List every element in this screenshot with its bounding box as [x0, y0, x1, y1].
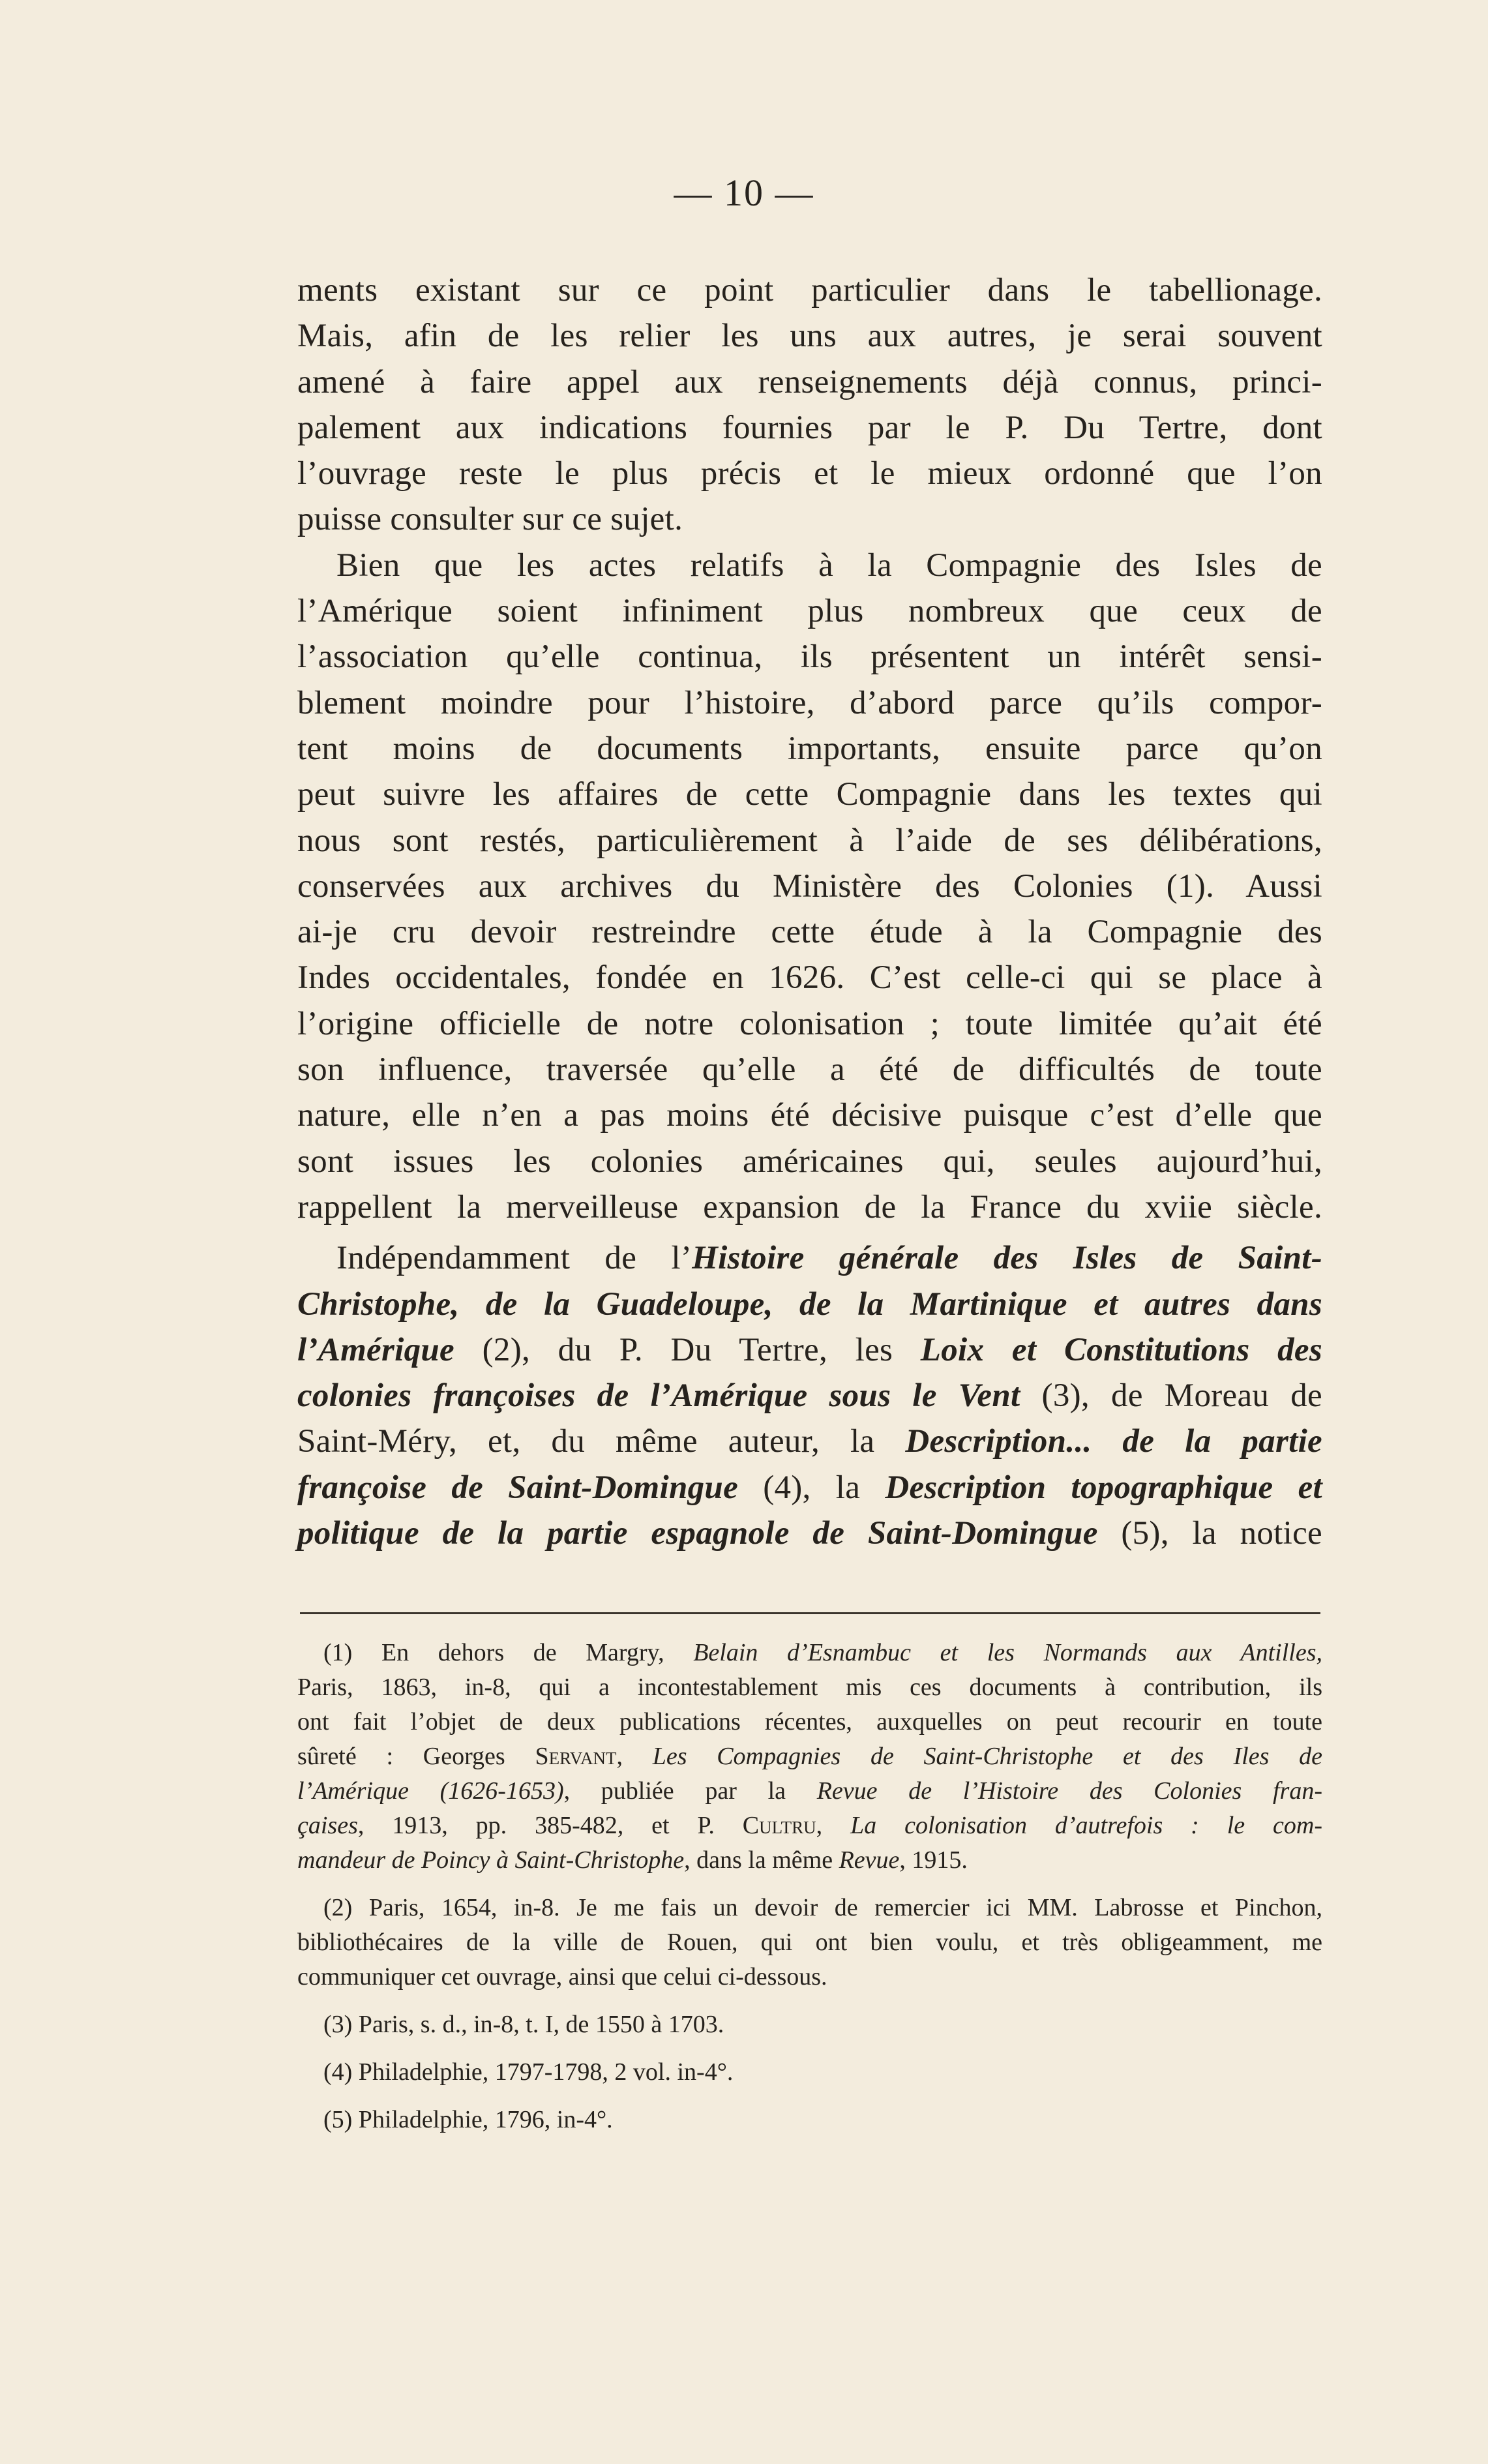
page-number: — 10 — [674, 172, 814, 214]
paragraph-2 [297, 543, 1322, 1230]
text-run: (2), du P. Du Tertre, les [454, 1331, 921, 1368]
text-run: (5), la notice [1097, 1515, 1322, 1552]
author-run: Cultru [742, 1812, 816, 1839]
footnote-line [297, 1809, 1322, 1843]
title-run: La colonisation d’autrefois : le com- [850, 1812, 1322, 1839]
text-line: puisse consulter sur ce sujet. [297, 501, 683, 538]
title-run: Christophe, de la Guadeloupe, de la Martinique et autres dans [297, 1285, 1322, 1323]
title-run: colonies françoises de l’Amérique sous le Vent [297, 1377, 1020, 1415]
footnote-line: bibliothécaires de la ville de Rouen, qui ont bien voulu, et très obligeamment, me [297, 1929, 1322, 1956]
text-line [297, 1235, 1322, 1281]
text-line [297, 1282, 1322, 1327]
title-run: Belain d’Esnambuc et les Normands aux Antilles, [693, 1639, 1322, 1666]
footnote-2 [297, 1891, 1322, 1994]
text-line: l’Amérique soient infiniment plus nombreux que ceux de [297, 593, 1322, 630]
text-line: ai-je cru devoir restreindre cette étude à la Compagnie des [297, 914, 1322, 951]
title-run: Loix et Constitutions des [920, 1331, 1322, 1368]
main-text [297, 267, 1322, 1556]
footnote-line [297, 1774, 1322, 1809]
footnote-line: Paris, 1863, in-8, qui a incontestablement mis ces documents à contribution, ils [297, 1674, 1322, 1701]
footnote-line: ont fait l’objet de deux publications récentes, auxquelles on peut recourir en toute [297, 1708, 1322, 1735]
text-run: (1) En dehors de Margry, [323, 1639, 694, 1666]
text-line: palement aux indications fournies par le P. Du Tertre, dont [297, 409, 1322, 446]
text-run: , 1915. [899, 1846, 968, 1874]
title-run: Les Compagnies de Saint-Christophe et des Iles de [652, 1743, 1323, 1770]
text-line: peut suivre les affaires de cette Compagnie dans les textes qui [297, 776, 1322, 813]
text-run: , 1913, pp. 385-482, et P. [357, 1812, 743, 1839]
text-line: sont issues les colonies américaines qui, seules aujourd’hui, [297, 1143, 1322, 1180]
title-run: Revue [839, 1846, 900, 1874]
paragraph-3 [297, 1235, 1322, 1556]
text-line: nous sont restés, particulièrement à l’aide de ses délibérations, [297, 822, 1322, 859]
text-line [297, 1419, 1322, 1464]
text-run: , [616, 1743, 653, 1770]
text-line: blement moindre pour l’histoire, d’abord parce qu’ils compor- [297, 684, 1322, 721]
text-line: amené à faire appel aux renseignements déjà connus, princi- [297, 363, 1322, 400]
paragraph-1 [297, 267, 1322, 543]
text-line [297, 1373, 1322, 1419]
footnote-5: (5) Philadelphie, 1796, in-4°. [323, 2106, 613, 2133]
text-line: Bien que les actes relatifs à la Compagnie des Isles de [336, 547, 1322, 584]
text-line: ments existant sur ce point particulier dans le tabellionage. [297, 272, 1322, 308]
text-line: l’ouvrage reste le plus précis et le mieux ordonné que l’on [297, 455, 1322, 492]
footnote-line: (2) Paris, 1654, in-8. Je me fais un devoir de remercier ici MM. Labrosse et Pinchon, [323, 1894, 1322, 1921]
author-run: Servant [535, 1743, 617, 1770]
title-run: çaises [297, 1812, 358, 1839]
text-run: (3), de Moreau de [1020, 1377, 1322, 1415]
title-run: l’Amérique (1626-1653) [297, 1777, 564, 1805]
footnote-line [297, 1636, 1322, 1670]
footnote-line [297, 1739, 1322, 1774]
text-run: (4), la [738, 1469, 885, 1506]
text-run: Indépendamment de l’ [336, 1240, 692, 1277]
text-line: Indes occidentales, fondée en 1626. C’est celle-ci qui se place à [297, 959, 1322, 997]
title-run: Histoire générale des Isles de Saint- [692, 1240, 1323, 1277]
text-run: , [816, 1812, 851, 1839]
footnote-4: (4) Philadelphie, 1797-1798, 2 vol. in-4°. [323, 2058, 734, 2086]
footnote-1 [297, 1636, 1322, 1878]
text-line: l’association qu’elle continua, ils présentent un intérêt sensi- [297, 639, 1322, 676]
title-run: Description topographique et [885, 1469, 1322, 1506]
text-run: Saint-Méry, et, du même auteur, la [297, 1423, 906, 1460]
footnote-divider [300, 1612, 1320, 1614]
text-line: tent moins de documents importants, ensuite parce qu’on [297, 730, 1322, 767]
text-run: , publiée par la [563, 1777, 817, 1805]
footnotes [297, 1636, 1322, 2137]
footnote-line [297, 1843, 1322, 1878]
text-line: conservées aux archives du Ministère des Colonies (1). Aussi [297, 867, 1322, 905]
text-line: rappellent la merveilleuse expansion de la France du xviie siècle. [297, 1188, 1322, 1225]
title-run: politique de la partie espagnole de Saint-Domingue [297, 1515, 1098, 1552]
title-run: mandeur de Poincy à Saint-Christophe [297, 1846, 685, 1874]
text-line: nature, elle n’en a pas moins été décisive puisque c’est d’elle que [297, 1097, 1322, 1134]
title-run: Revue de l’Histoire des Colonies fran- [816, 1777, 1322, 1805]
text-line: l’origine officielle de notre colonisation ; toute limitée qu’ait été [297, 1005, 1322, 1042]
text-run: sûreté : Georges [297, 1743, 535, 1770]
text-run: , dans la même [684, 1846, 839, 1874]
title-run: l’Amérique [297, 1331, 454, 1368]
footnote-3: (3) Paris, s. d., in-8, t. I, de 1550 à 1703. [323, 2011, 724, 2038]
text-line: Mais, afin de les relier les uns aux autres, je serai souvent [297, 318, 1322, 355]
text-line [297, 1510, 1322, 1556]
title-run: françoise de Saint-Domingue [297, 1469, 739, 1506]
text-line [297, 1327, 1322, 1373]
text-line: son influence, traversée qu’elle a été de difficultés de toute [297, 1051, 1322, 1089]
text-line [297, 1465, 1322, 1510]
title-run: Description... de la partie [905, 1423, 1322, 1460]
footnote-line: communiquer cet ouvrage, ainsi que celui ci-dessous. [297, 1963, 827, 1991]
